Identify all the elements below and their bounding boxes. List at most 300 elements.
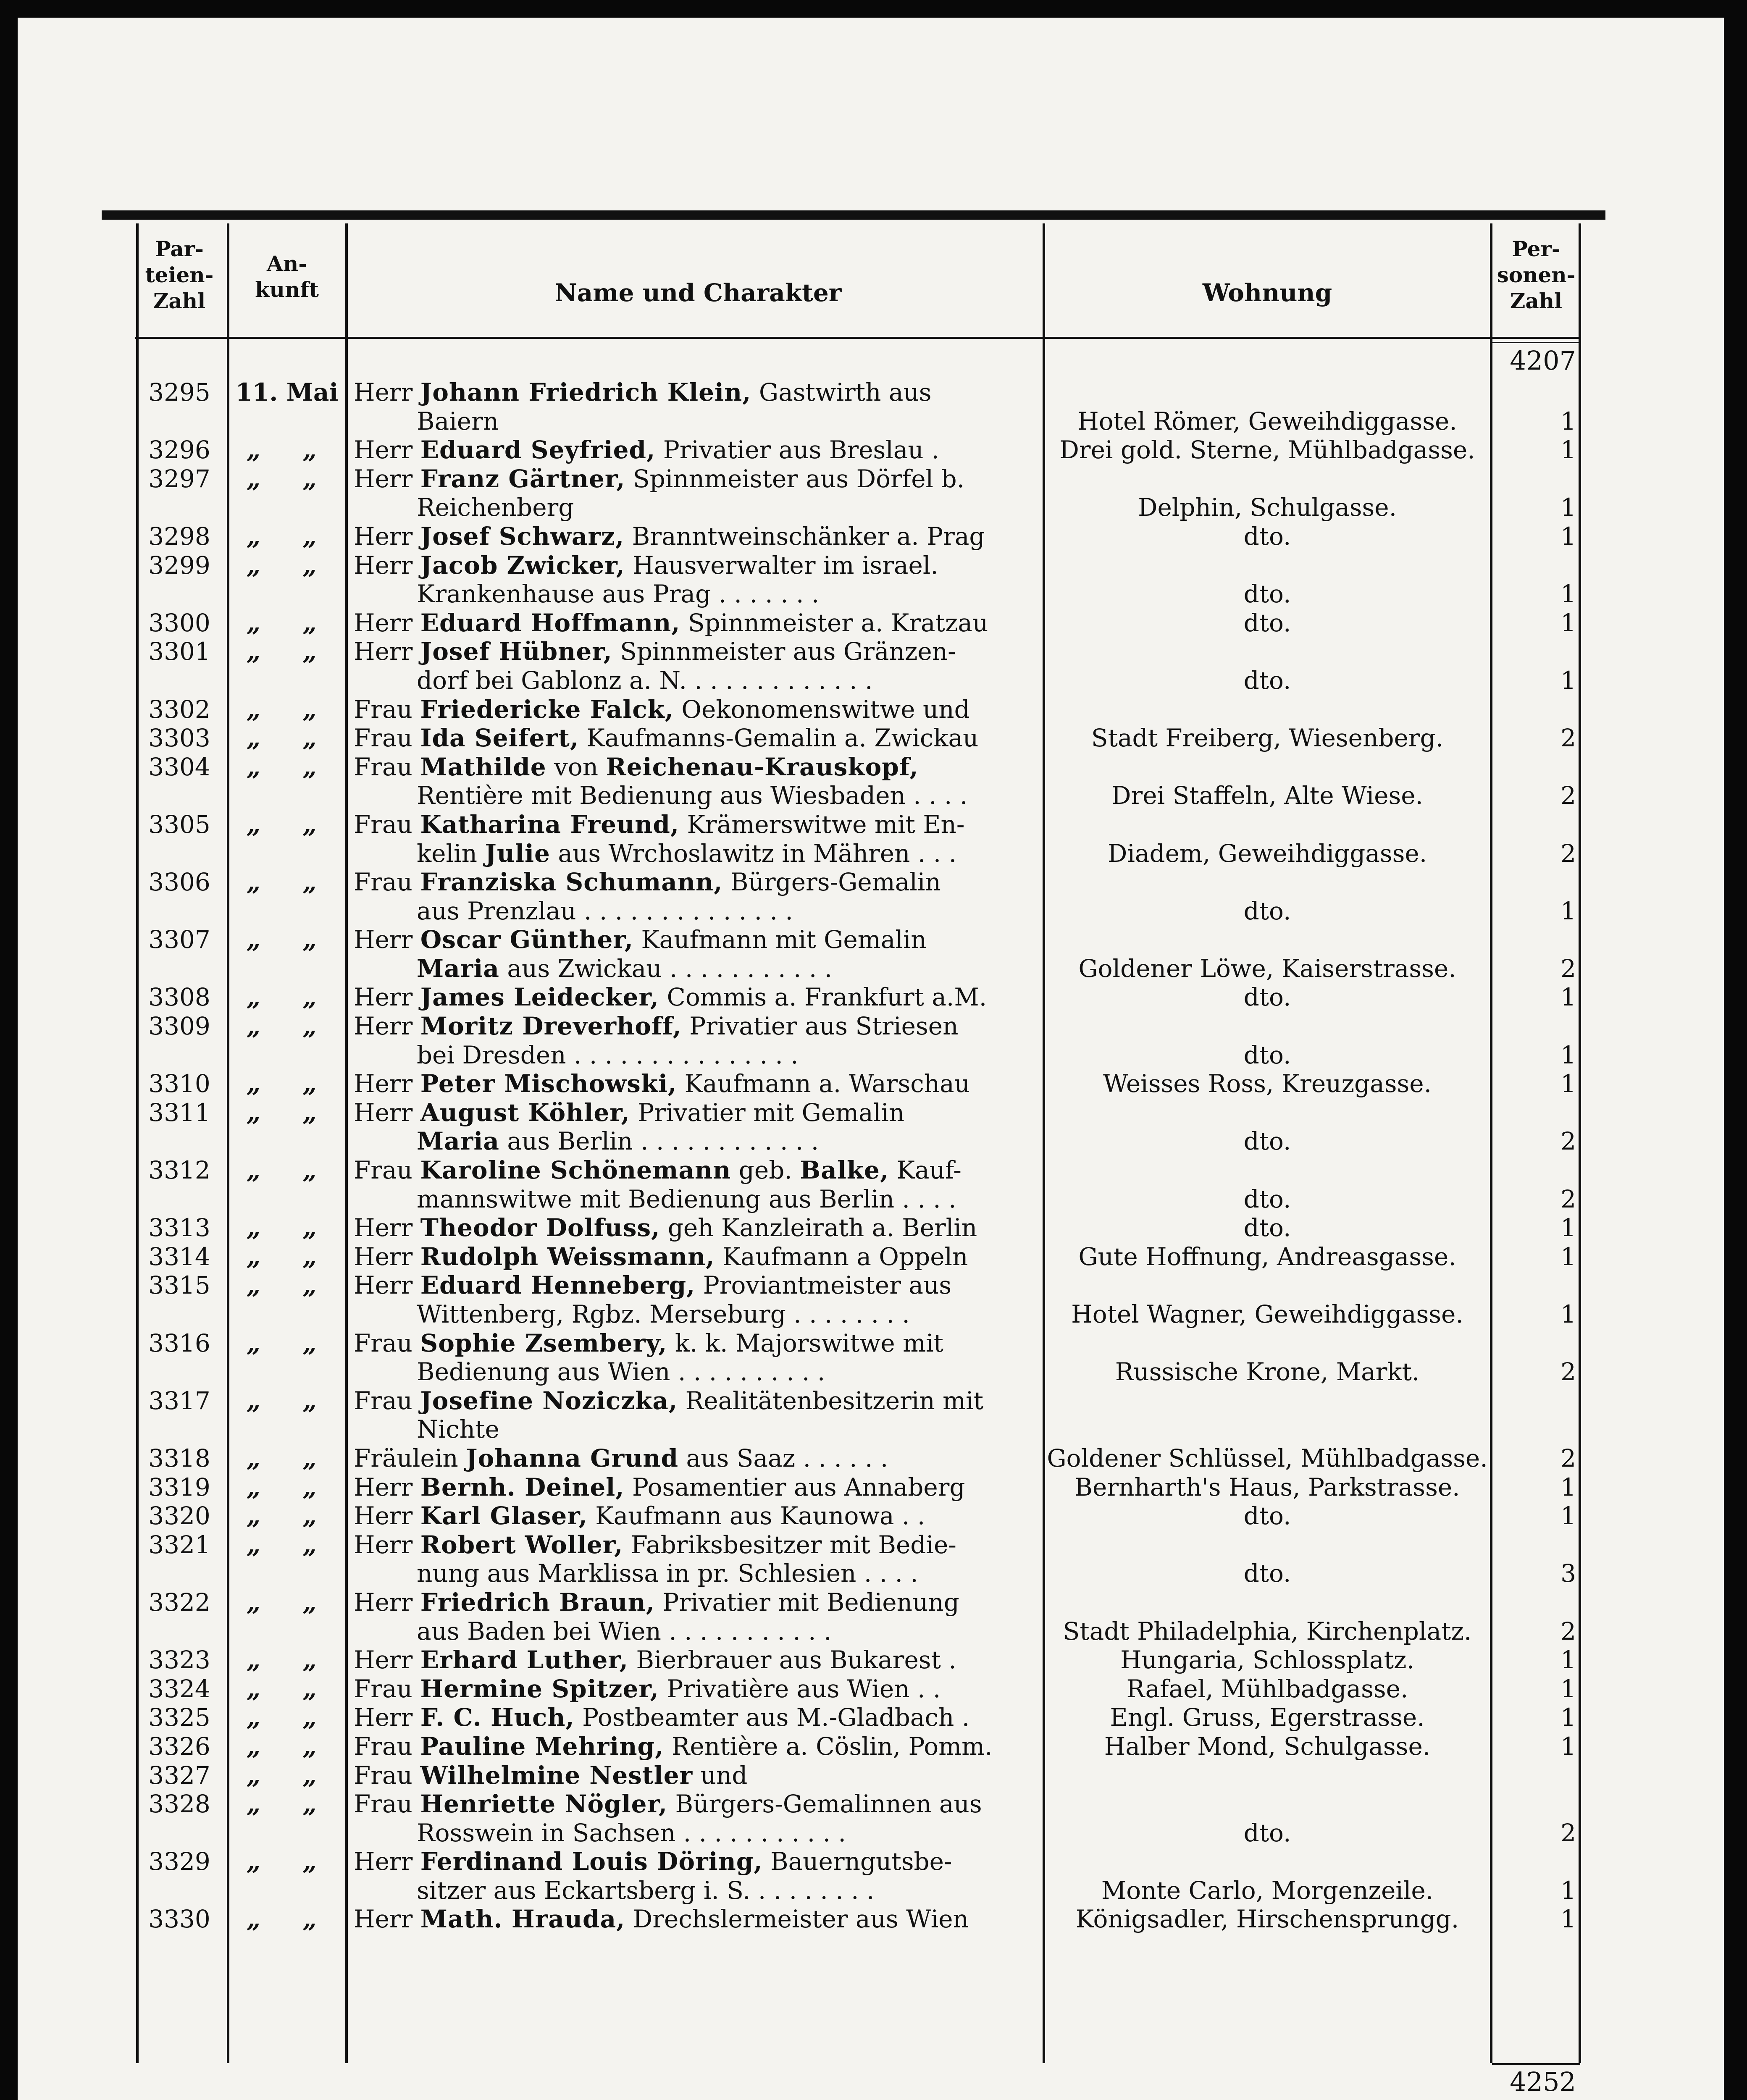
guest-name: Eduard Seyfried, xyxy=(420,436,656,465)
guest-name-line: Herr Eduard Henneberg, Proviantmeister aus xyxy=(354,1271,952,1300)
person-count: 1 xyxy=(1560,896,1576,925)
header-partei: Par- teien- Zahl xyxy=(145,236,214,313)
party-number: 3320 xyxy=(148,1502,210,1530)
guest-description: geb. xyxy=(731,1156,800,1185)
lodging: Goldener Schlüssel, Mühlbadgasse. xyxy=(1047,1444,1488,1473)
person-count: 1 xyxy=(1560,1703,1576,1732)
person-count: 3 xyxy=(1560,1559,1576,1588)
entry-line xyxy=(18,695,1724,724)
lodging: dto. xyxy=(1243,1213,1291,1242)
guest-description-cont: Baiern xyxy=(417,407,499,436)
guest-name-line: Frau Friedericke Falck, Oekonomenswitwe und xyxy=(354,695,970,724)
entry-line xyxy=(18,1386,1724,1415)
ditto-mark: „ „ xyxy=(247,637,334,666)
ditto-mark: „ „ xyxy=(247,1012,334,1041)
party-number: 3322 xyxy=(148,1588,210,1617)
guest-name: F. C. Huch, xyxy=(420,1703,575,1732)
entry-line xyxy=(18,1732,1724,1761)
lodging: Rafael, Mühlbadgasse. xyxy=(1126,1674,1408,1703)
party-number: 3314 xyxy=(148,1242,210,1271)
guest-name: Franziska Schumann, xyxy=(420,868,723,897)
entry-line xyxy=(18,1617,1724,1646)
guest-description: Bierbrauer aus Bukarest . xyxy=(628,1646,956,1675)
party-number: 3310 xyxy=(148,1069,210,1098)
entry-line xyxy=(18,580,1724,609)
entry-line xyxy=(18,1790,1724,1819)
carry-rule xyxy=(1492,342,1580,343)
ditto-mark: „ „ xyxy=(247,436,334,465)
guest-name-line: Herr F. C. Huch, Postbeamter aus M.-Gladbach . xyxy=(354,1703,970,1732)
guest-name: Peter Mischowski, xyxy=(420,1069,677,1098)
guest-name: Robert Woller, xyxy=(420,1530,623,1559)
guest-name-line: Herr Franz Gärtner, Spinnmeister aus Dörfel b. xyxy=(354,464,965,493)
guest-name: Katharina Freund, xyxy=(420,810,680,839)
guest-name: Eduard Henneberg, xyxy=(420,1271,696,1300)
guest-description-cont: dorf bei Gablonz a. N. . . . . . . . . . . . . xyxy=(417,666,873,695)
guest-description-cont: Bedienung aus Wien . . . . . . . . . . xyxy=(417,1357,825,1386)
ditto-mark: „ „ xyxy=(247,1386,334,1415)
person-count: 2 xyxy=(1560,839,1576,868)
guest-description: und xyxy=(693,1761,748,1790)
guest-description-cont: Rosswein in Sachsen . . . . . . . . . . . xyxy=(417,1818,846,1847)
entry-line xyxy=(18,1127,1724,1156)
ditto-mark: „ „ xyxy=(247,1703,334,1732)
lodging: Delphin, Schulgasse. xyxy=(1138,493,1397,522)
person-count: 1 xyxy=(1560,608,1576,637)
party-number: 3328 xyxy=(148,1790,210,1819)
entry-line xyxy=(18,1329,1724,1358)
entry-line xyxy=(18,1473,1724,1502)
register-entry xyxy=(18,1530,1724,1588)
register-entry xyxy=(18,522,1724,551)
person-count: 1 xyxy=(1560,983,1576,1012)
guest-name-line: Herr Theodor Dolfuss, geh Kanzleirath a. Berlin xyxy=(354,1213,977,1242)
guest-name-line: Herr Josef Hübner, Spinnmeister aus Gränzen- xyxy=(354,637,956,666)
ditto-mark: „ „ xyxy=(247,1588,334,1617)
party-number: 3309 xyxy=(148,1012,210,1041)
party-number: 3311 xyxy=(148,1098,210,1127)
entry-line xyxy=(18,1242,1724,1271)
party-number: 3298 xyxy=(148,522,210,551)
guest-description: Rentière a. Cöslin, Pomm. xyxy=(664,1732,993,1761)
ditto-mark: „ „ xyxy=(247,1444,334,1473)
guest-name: Jacob Zwicker, xyxy=(420,551,625,580)
entry-line xyxy=(18,465,1724,494)
entry-line xyxy=(18,1559,1724,1588)
person-count: 2 xyxy=(1560,724,1576,753)
guest-description: Privatier mit Bedienung xyxy=(654,1588,959,1617)
lodging: Hotel Römer, Geweihdiggasse. xyxy=(1077,407,1457,436)
guest-description: Privatière aus Wien . . xyxy=(659,1674,941,1703)
entry-line xyxy=(18,1703,1724,1732)
guest-name: Josefine Noziczka, xyxy=(420,1386,678,1415)
guest-description-extra: Kauf- xyxy=(889,1156,962,1185)
lodging: dto. xyxy=(1243,608,1291,637)
entry-line xyxy=(18,753,1724,782)
guest-name-extra: Reichenau-Krauskopf, xyxy=(606,752,919,781)
register-entry xyxy=(18,1502,1724,1530)
header-ankunft: An- kunft xyxy=(255,251,319,302)
entry-line xyxy=(18,436,1724,465)
guest-name: Friedrich Braun, xyxy=(420,1588,655,1617)
party-number: 3304 xyxy=(148,752,210,781)
lodging: dto. xyxy=(1243,896,1291,925)
carry-in-total: 4207 xyxy=(1510,345,1576,376)
lodging: Engl. Gruss, Egerstrasse. xyxy=(1110,1703,1425,1732)
entry-line xyxy=(18,897,1724,926)
guest-description: Bürgers-Gemalin xyxy=(722,868,941,897)
ditto-mark: „ „ xyxy=(247,1761,334,1790)
guest-name: Ida Seifert, xyxy=(420,724,579,753)
person-count: 1 xyxy=(1560,666,1576,695)
lodging: Königsadler, Hirschensprungg. xyxy=(1075,1905,1459,1934)
guest-name-line: Frau Hermine Spitzer, Privatière aus Wien . . xyxy=(354,1674,941,1703)
guest-description-cont: Reichenberg xyxy=(417,493,574,522)
lodging: Stadt Freiberg, Wiesenberg. xyxy=(1091,724,1444,753)
ditto-mark: „ „ xyxy=(247,810,334,839)
guest-name-line: Frau Katharina Freund, Krämerswitwe mit En- xyxy=(354,810,965,839)
guest-description-cont: mannswitwe mit Bedienung aus Berlin . . . . xyxy=(417,1184,956,1213)
entry-line xyxy=(18,1185,1724,1214)
register-entry xyxy=(18,1271,1724,1328)
register-entry xyxy=(18,753,1724,810)
ledger-page xyxy=(18,18,1724,2100)
guest-description-cont: nung aus Marklissa in pr. Schlesien . . . . xyxy=(417,1559,918,1588)
guest-name: Moritz Dreverhoff, xyxy=(420,1012,682,1041)
lodging: dto. xyxy=(1243,983,1291,1012)
guest-name-line: Frau Sophie Zsembery, k. k. Majorswitwe mit xyxy=(354,1328,943,1357)
lodging: Bernharth's Haus, Parkstrasse. xyxy=(1074,1473,1460,1502)
party-number: 3301 xyxy=(148,637,210,666)
entry-line xyxy=(18,925,1724,954)
guest-description: Branntweinschänker a. Prag xyxy=(624,522,985,551)
guest-description: Posamentier aus Annaberg xyxy=(624,1473,965,1502)
party-number: 3295 xyxy=(148,378,210,407)
guest-name-line: Frau Ida Seifert, Kaufmanns-Gemalin a. Zwickau xyxy=(354,724,979,753)
party-number: 3323 xyxy=(148,1646,210,1675)
person-count: 2 xyxy=(1560,1444,1576,1473)
guest-name: Karoline Schönemann xyxy=(420,1156,731,1185)
guest-name: Franz Gärtner, xyxy=(420,464,625,493)
guest-description: Krämerswitwe mit En- xyxy=(679,810,965,839)
carry-out-total: 4252 xyxy=(1510,2066,1576,2097)
party-number: 3326 xyxy=(148,1732,210,1761)
entry-line xyxy=(18,868,1724,897)
entry-line xyxy=(18,407,1724,436)
person-count: 1 xyxy=(1560,1213,1576,1242)
ditto-mark: „ „ xyxy=(247,868,334,897)
entry-line xyxy=(18,1502,1724,1530)
guest-name-line: Herr Oscar Günther, Kaufmann mit Gemalin xyxy=(354,925,927,954)
guest-name: Josef Schwarz, xyxy=(420,522,625,551)
entry-line xyxy=(18,1213,1724,1242)
guest-name: Johanna Grund xyxy=(466,1444,679,1473)
guest-description: Fabriksbesitzer mit Bedie- xyxy=(623,1530,956,1559)
lodging: dto. xyxy=(1243,522,1291,551)
person-count: 1 xyxy=(1560,1242,1576,1271)
guest-name: Johann Friedrich Klein, xyxy=(420,378,751,407)
guest-name-line: Herr Peter Mischowski, Kaufmann a. Warschau xyxy=(354,1069,970,1098)
person-count: 1 xyxy=(1560,1876,1576,1905)
guest-description-cont: aus Baden bei Wien . . . . . . . . . . . xyxy=(417,1617,832,1646)
party-number: 3321 xyxy=(148,1530,210,1559)
register-entry xyxy=(18,378,1724,436)
person-count: 2 xyxy=(1560,781,1576,810)
ditto-mark: „ „ xyxy=(247,522,334,551)
lodging: dto. xyxy=(1243,1502,1291,1530)
guest-name-line: Herr Bernh. Deinel, Posamentier aus Annaberg xyxy=(354,1473,965,1502)
person-count: 1 xyxy=(1560,522,1576,551)
guest-name-line: Herr Moritz Dreverhoff, Privatier aus Striesen xyxy=(354,1012,959,1041)
header-wohnung: Wohnung xyxy=(1202,278,1332,307)
guest-name-line: Frau Mathilde von Reichenau-Krauskopf, xyxy=(354,752,919,781)
guest-name: Ferdinand Louis Döring, xyxy=(420,1847,763,1876)
guest-description: Kaufmanns-Gemalin a. Zwickau xyxy=(579,724,979,753)
guest-description: Privatier aus Striesen xyxy=(681,1012,959,1041)
party-number: 3313 xyxy=(148,1213,210,1242)
entry-line xyxy=(18,1444,1724,1473)
lodging: dto. xyxy=(1243,1818,1291,1847)
guest-name: Oscar Günther, xyxy=(420,925,633,954)
lodging: dto. xyxy=(1243,580,1291,609)
person-count: 1 xyxy=(1560,493,1576,522)
guest-name: Friedericke Falck, xyxy=(420,695,674,724)
guest-name-line: Herr Math. Hrauda, Drechslermeister aus Wien xyxy=(354,1905,969,1934)
person-count: 2 xyxy=(1560,954,1576,983)
register-entry xyxy=(18,1790,1724,1847)
entry-line xyxy=(18,1357,1724,1386)
person-count: 1 xyxy=(1560,1732,1576,1761)
guest-description: Hausverwalter im israel. xyxy=(625,551,938,580)
party-number: 3297 xyxy=(148,464,210,493)
party-number: 3329 xyxy=(148,1847,210,1876)
lodging: Drei gold. Sterne, Mühlbadgasse. xyxy=(1059,436,1475,465)
header-name: Name und Charakter xyxy=(554,278,842,307)
companion-name: Maria xyxy=(417,954,499,983)
register-entry xyxy=(18,1242,1724,1271)
person-count: 1 xyxy=(1560,436,1576,465)
guest-description: Bürgers-Gemalinnen aus xyxy=(667,1790,982,1819)
guest-description: Oekonomenswitwe und xyxy=(673,695,970,724)
lodging: Goldener Löwe, Kaiserstrasse. xyxy=(1078,954,1456,983)
ditto-mark: „ „ xyxy=(247,1328,334,1357)
guest-name-line: Herr Rudolph Weissmann, Kaufmann a Oppeln xyxy=(354,1242,968,1271)
guest-name: Math. Hrauda, xyxy=(420,1905,625,1934)
guest-name-line: Frau Karoline Schönemann geb. Balke, Kauf- xyxy=(354,1156,962,1185)
guest-description: k. k. Majorswitwe mit xyxy=(667,1328,943,1357)
ditto-mark: „ „ xyxy=(247,1473,334,1502)
party-number: 3308 xyxy=(148,983,210,1012)
register-entry xyxy=(18,1156,1724,1213)
ditto-mark: „ „ xyxy=(247,724,334,753)
guest-name-line: Herr Friedrich Braun, Privatier mit Bedienung xyxy=(354,1588,959,1617)
guest-description-cont: aus Prenzlau . . . . . . . . . . . . . . xyxy=(417,896,793,925)
sum-rule xyxy=(1492,2063,1580,2065)
guest-description: Kaufmann a Oppeln xyxy=(715,1242,968,1271)
guest-description: von xyxy=(546,752,606,781)
header-rule xyxy=(135,337,1580,339)
entry-line xyxy=(18,1588,1724,1617)
lodging: Russische Krone, Markt. xyxy=(1115,1357,1420,1386)
ditto-mark: „ „ xyxy=(247,1530,334,1559)
guest-name: Bernh. Deinel, xyxy=(420,1473,625,1502)
guest-name: Pauline Mehring, xyxy=(420,1732,664,1761)
register-entry xyxy=(18,1761,1724,1790)
guest-name: Sophie Zsembery, xyxy=(420,1328,667,1357)
party-number: 3325 xyxy=(148,1703,210,1732)
guest-description: aus Saaz . . . . . . xyxy=(678,1444,888,1473)
party-number: 3302 xyxy=(148,695,210,724)
register-entry xyxy=(18,551,1724,609)
register-entry xyxy=(18,1675,1724,1704)
register-entry xyxy=(18,1473,1724,1502)
entry-line xyxy=(18,1646,1724,1675)
register-entry xyxy=(18,1386,1724,1444)
guest-description: Drechslermeister aus Wien xyxy=(625,1905,969,1934)
party-number: 3306 xyxy=(148,868,210,897)
lodging: Stadt Philadelphia, Kirchenplatz. xyxy=(1063,1617,1472,1646)
entry-line xyxy=(18,1156,1724,1185)
lodging: Gute Hoffnung, Andreasgasse. xyxy=(1078,1242,1456,1271)
ditto-mark: „ „ xyxy=(247,925,334,954)
party-number: 3319 xyxy=(148,1473,210,1502)
entry-line xyxy=(18,1300,1724,1329)
register-entry xyxy=(18,983,1724,1012)
guest-description-cont: sitzer aus Eckartsberg i. S. . . . . . . . . xyxy=(417,1876,875,1905)
ditto-mark: „ „ xyxy=(247,1674,334,1703)
entry-line xyxy=(18,1041,1724,1070)
guest-description: Spinnmeister a. Kratzau xyxy=(680,608,988,637)
entry-line xyxy=(18,666,1724,695)
entry-line xyxy=(18,1069,1724,1098)
guest-name-line: Herr James Leidecker, Commis a. Frankfurt a.M. xyxy=(354,983,987,1012)
person-count: 1 xyxy=(1560,1674,1576,1703)
guest-name-extra: Balke, xyxy=(800,1156,889,1185)
entry-line xyxy=(18,810,1724,839)
guest-description: geh Kanzleirath a. Berlin xyxy=(660,1213,977,1242)
ditto-mark: „ „ xyxy=(247,983,334,1012)
guest-name-line: Herr Erhard Luther, Bierbrauer aus Bukarest . xyxy=(354,1646,956,1675)
register-entry xyxy=(18,637,1724,695)
guest-description: Privatier aus Breslau . xyxy=(655,436,939,465)
entry-line xyxy=(18,637,1724,666)
register-entry xyxy=(18,724,1724,753)
person-count: 1 xyxy=(1560,1473,1576,1502)
header-personen: Per- sonen- Zahl xyxy=(1497,236,1576,313)
entry-line xyxy=(18,839,1724,868)
register-entries xyxy=(18,378,1724,1934)
party-number: 3327 xyxy=(148,1761,210,1790)
entry-line xyxy=(18,1530,1724,1559)
guest-description: Bauerngutsbe- xyxy=(762,1847,952,1876)
entry-line xyxy=(18,1876,1724,1905)
guest-description-cont: bei Dresden . . . . . . . . . . . . . . . xyxy=(417,1040,799,1069)
guest-name: Mathilde xyxy=(420,752,546,781)
register-entry xyxy=(18,465,1724,522)
register-entry xyxy=(18,1732,1724,1761)
ditto-mark: „ „ xyxy=(247,1069,334,1098)
guest-name: James Leidecker, xyxy=(420,983,659,1012)
guest-name-line: Herr August Köhler, Privatier mit Gemalin xyxy=(354,1098,905,1127)
entry-line xyxy=(18,1012,1724,1041)
guest-name: Theodor Dolfuss, xyxy=(420,1213,660,1242)
ditto-mark: „ „ xyxy=(247,1098,334,1127)
companion-name: Maria xyxy=(417,1127,499,1156)
guest-name-line: Herr Jacob Zwicker, Hausverwalter im israel. xyxy=(354,551,938,580)
guest-description-cont: Krankenhause aus Prag . . . . . . . xyxy=(417,580,820,609)
guest-name-line: Herr Karl Glaser, Kaufmann aus Kaunowa . . xyxy=(354,1502,925,1530)
ditto-mark: „ „ xyxy=(247,1242,334,1271)
register-entry xyxy=(18,1213,1724,1242)
guest-description: Privatier mit Gemalin xyxy=(630,1098,905,1127)
register-entry xyxy=(18,1905,1724,1934)
guest-name: Karl Glaser, xyxy=(420,1502,588,1530)
person-count: 2 xyxy=(1560,1617,1576,1646)
entry-line xyxy=(18,1905,1724,1934)
guest-description-cont: Maria aus Berlin . . . . . . . . . . . . xyxy=(417,1127,819,1156)
ditto-mark: „ „ xyxy=(247,1502,334,1530)
guest-name-line: Herr Robert Woller, Fabriksbesitzer mit Bedie- xyxy=(354,1530,956,1559)
guest-name: Erhard Luther, xyxy=(420,1646,628,1675)
guest-description-cont: kelin Julie aus Wrchoslawitz in Mähren . . . xyxy=(417,839,957,868)
register-entry xyxy=(18,1847,1724,1905)
lodging: dto. xyxy=(1243,1184,1291,1213)
arrival-date: 11. Mai xyxy=(235,378,339,407)
party-number: 3296 xyxy=(148,436,210,465)
guest-name: August Köhler, xyxy=(420,1098,630,1127)
entry-line xyxy=(18,1675,1724,1704)
guest-name: Hermine Spitzer, xyxy=(420,1674,659,1703)
guest-name-line: Fräulein Johanna Grund aus Saaz . . . . . . xyxy=(354,1444,888,1473)
person-count: 1 xyxy=(1560,1905,1576,1934)
register-entry xyxy=(18,695,1724,724)
guest-description: Realitätenbesitzerin mit xyxy=(678,1386,984,1415)
lodging: dto. xyxy=(1243,1127,1291,1156)
person-count: 1 xyxy=(1560,1300,1576,1328)
ditto-mark: „ „ xyxy=(247,1732,334,1761)
ditto-mark: „ „ xyxy=(247,608,334,637)
entry-line xyxy=(18,1098,1724,1127)
entry-line xyxy=(18,781,1724,810)
register-entry xyxy=(18,1329,1724,1386)
person-count: 1 xyxy=(1560,580,1576,609)
guest-description: Gastwirth aus xyxy=(751,378,932,407)
entry-line xyxy=(18,493,1724,522)
entry-line xyxy=(18,551,1724,580)
party-number: 3315 xyxy=(148,1271,210,1300)
entry-line xyxy=(18,724,1724,753)
guest-description: Spinnmeister aus Dörfel b. xyxy=(625,464,965,493)
person-count: 1 xyxy=(1560,407,1576,436)
guest-name-line: Frau Pauline Mehring, Rentière a. Cöslin, Pomm. xyxy=(354,1732,993,1761)
party-number: 3312 xyxy=(148,1156,210,1185)
ditto-mark: „ „ xyxy=(247,551,334,580)
lodging: dto. xyxy=(1243,1559,1291,1588)
person-count: 2 xyxy=(1560,1818,1576,1847)
companion-name: Julie xyxy=(485,839,550,868)
ditto-mark: „ „ xyxy=(247,1646,334,1675)
entry-line xyxy=(18,1271,1724,1300)
entry-line xyxy=(18,1761,1724,1790)
guest-name-line: Herr Josef Schwarz, Branntweinschänker a. Prag xyxy=(354,522,985,551)
guest-description: Kaufmann aus Kaunowa . . xyxy=(587,1502,925,1530)
guest-description-cont: Nichte xyxy=(417,1415,499,1444)
guest-name: Eduard Hoffmann, xyxy=(420,608,680,637)
register-entry xyxy=(18,810,1724,868)
ditto-mark: „ „ xyxy=(247,1847,334,1876)
lodging: Hotel Wagner, Geweihdiggasse. xyxy=(1071,1300,1463,1328)
register-entry xyxy=(18,1444,1724,1473)
